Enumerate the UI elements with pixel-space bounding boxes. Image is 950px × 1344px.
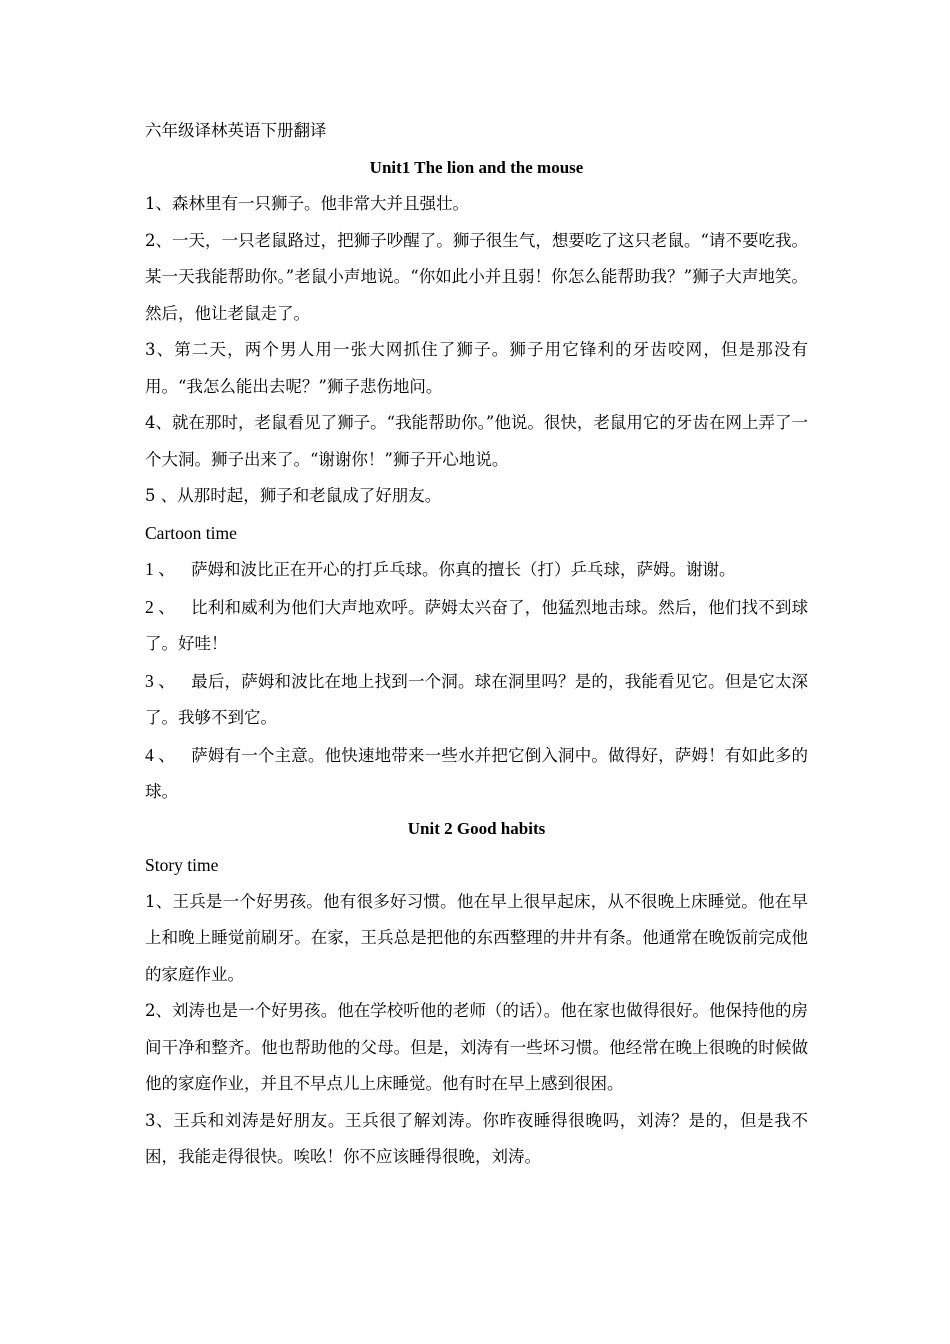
cartoon-paragraph-1: [145, 551, 808, 589]
cartoon-paragraph-3: [145, 663, 808, 737]
cartoon-paragraph-2: [145, 589, 808, 663]
cartoon-time-label: Cartoon time: [145, 522, 237, 543]
unit1-paragraph-4: 4、就在那时，老鼠看见了狮子。“我能帮助你。”他说。很快，老鼠用它的牙齿在网上弄了一个大洞。狮子出来了。“谢谢你！”狮子开心地说。: [145, 413, 808, 469]
story-time-label: Story time: [145, 855, 219, 875]
unit2-paragraph-2: 2、刘涛也是一个好男孩。他在学校听他的老师（的话）。他在家也做得很好。他保持他的房间干净和整齐。他也帮助他的父母。但是，刘涛有一些坏习惯。他经常在晚上很晚的时候做他的家庭作业，并且不早点儿上床睡觉。他有时在早上感到很困。: [145, 1001, 808, 1093]
unit1-paragraph-2: 2、一天，一只老鼠路过，把狮子吵醒了。狮子很生气，想要吃了这只老鼠。“请不要吃我。某一天我能帮助你。”老鼠小声地说。“你如此小并且弱！你怎么能帮助我？”狮子大声地笑。然后，他让老鼠走了。: [145, 230, 808, 323]
cartoon-paragraph-4: [145, 737, 808, 811]
unit2-paragraph-1: 1、王兵是一个好男孩。他有很多好习惯。他在早上很早起床，从不很晚上床睡觉。他在早上和晚上睡觉前刷牙。在家，王兵总是把他的东西整理的井井有条。他通常在晚饭前完成他的家庭作业。: [145, 891, 808, 984]
unit2-paragraph-3: 3、王兵和刘涛是好朋友。王兵很了解刘涛。你昨夜睡得很晚吗，刘涛？是的，但是我不困，我能走得很快。唉吆！你不应该睡得很晚，刘涛。: [145, 1110, 808, 1166]
document-title: 六年级译林英语下册翻译: [145, 121, 327, 140]
cartoon-number: 1 、: [145, 559, 176, 579]
cartoon-number: 4 、: [145, 744, 176, 765]
cartoon-text: 比利和威利为他们大声地欢呼。萨姆太兴奋了，他猛烈地击球。然后，他们找不到球了。好哇！: [145, 597, 808, 653]
unit1-heading: Unit1 The lion and the mouse: [369, 157, 584, 177]
document-page: [145, 113, 808, 1176]
unit1-paragraph-5: 5 、从那时起，狮子和老鼠成了好朋友。: [145, 486, 442, 505]
cartoon-text: 最后，萨姆和波比在地上找到一个洞。球在洞里吗？是的，我能看见它。但是它太深了。我够不到它。: [145, 671, 808, 727]
cartoon-number: 3 、: [145, 670, 176, 691]
cartoon-number: 2 、: [145, 596, 176, 617]
unit2-heading: Unit 2 Good habits: [407, 818, 546, 838]
cartoon-text: 萨姆和波比正在开心的打乒乓球。你真的擅长（打）乒乓球，萨姆。谢谢。: [191, 560, 736, 579]
cartoon-text: 萨姆有一个主意。他快速地带来一些水并把它倒入洞中。做得好，萨姆！有如此多的球。: [145, 745, 808, 801]
unit1-paragraph-3: 3、第二天，两个男人用一张大网抓住了狮子。狮子用它锋利的牙齿咬网，但是那没有用。“我怎么能出去呢？”狮子悲伤地问。: [145, 340, 808, 396]
unit1-paragraph-1: 1、森林里有一只狮子。他非常大并且强壮。: [145, 194, 469, 213]
